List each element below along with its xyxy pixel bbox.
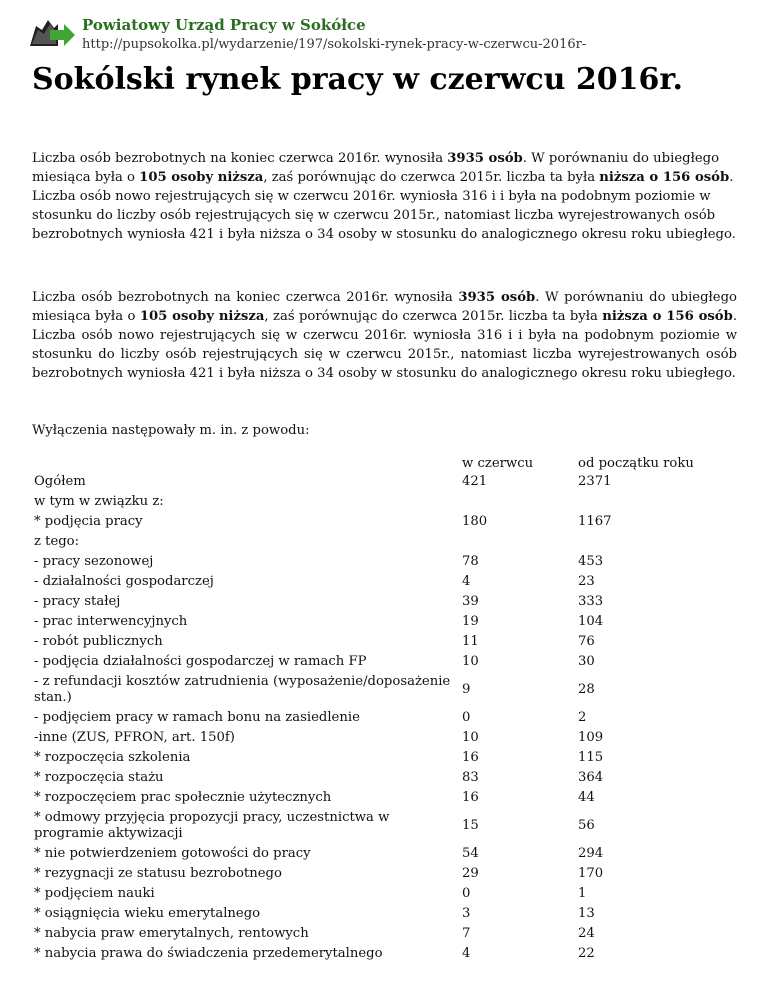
row-june-value: 7 [462, 926, 471, 941]
site-title[interactable]: Powiatowy Urząd Pracy w Sokółce [82, 16, 366, 34]
row-june-value: 180 [462, 514, 488, 529]
table-row [30, 612, 732, 632]
row-ytd-value: 364 [578, 770, 604, 785]
row-june-value: 10 [462, 730, 479, 745]
row-ytd-value: 76 [578, 634, 595, 649]
row-ytd-value [574, 492, 732, 512]
row-june-value: 0 [462, 710, 471, 725]
site-logo-icon [28, 16, 76, 48]
unemployed-count: 3935 osób [458, 290, 536, 305]
row-june-value: 4 [462, 574, 471, 589]
table-row [30, 652, 732, 672]
table-row [30, 944, 732, 964]
header-june: w czerwcu [462, 456, 534, 471]
row-ytd-value: 109 [578, 730, 604, 745]
row-june-value: 15 [462, 818, 479, 833]
table-row [30, 492, 732, 512]
article-paragraph-justified [32, 288, 737, 383]
row-ytd-value: 1167 [578, 514, 612, 529]
article-title: Sokólski rynek pracy w czerwcu 2016r. [32, 62, 683, 97]
paragraph-text: . Liczba osób nowo rejestrujących się w czerwcu 2016r. wyniosła 316 i i była na podobnym poziomie w stosunku do liczby osób rejestrujących się w czerwcu 2015r., natomiast liczba wyrejestrowanych osób bezrobotnych wyniosła 421 i była niższa o 34 osoby w stosunku do analogicznego okresu roku ubiegłego. [32, 309, 738, 381]
row-ytd-value: 23 [578, 574, 595, 589]
row-label: * nie potwierdzeniem gotowości do pracy [34, 846, 311, 861]
row-ytd-value: 2371 [578, 474, 612, 489]
row-june-value: 78 [462, 554, 479, 569]
table-row [30, 768, 732, 788]
article-paragraph [32, 149, 737, 244]
row-june-value: 39 [462, 594, 479, 609]
paragraph-text: . Liczba osób nowo rejestrujących się w czerwcu 2016r. wyniosła 316 i i była na podobnym poziomie w stosunku do liczby osób rejestrujących się w czerwcu 2015r., natomiast liczba wyrejestrowanych osób bezrobotnych wyniosła 421 i była niższa o 34 osoby w stosunku do analogicznego okresu roku ubiegłego. [32, 170, 736, 242]
yearly-change: niższa o 156 osób [599, 170, 730, 185]
table-row [30, 808, 732, 844]
table-row [30, 864, 732, 884]
table-row [30, 884, 732, 904]
row-june-value: 11 [462, 634, 479, 649]
header-ytd: od początku roku [578, 456, 694, 471]
row-ytd-value: 24 [578, 926, 595, 941]
row-june-value: 10 [462, 654, 479, 669]
row-label: - pracy stałej [34, 594, 121, 609]
row-label: -inne (ZUS, PFRON, art. 150f) [34, 730, 235, 745]
row-june-value [458, 492, 574, 512]
paragraph-text: Liczba osób bezrobotnych na koniec czerwca 2016r. wynosiła [32, 151, 448, 166]
row-june-value [458, 532, 574, 552]
table-row [30, 672, 732, 708]
row-ytd-value: 333 [578, 594, 604, 609]
row-june-value: 9 [462, 682, 471, 697]
row-label: * osiągnięcia wieku emerytalnego [34, 906, 261, 921]
row-label: * nabycia prawa do świadczenia przedemerytalnego [34, 946, 383, 961]
paragraph-text: . W porównaniu do ubiegłego miesiąca była o [32, 290, 737, 324]
paragraph-text: , zaś porównując do czerwca 2015r. liczba ta była [263, 170, 600, 185]
row-label: * nabycia praw emerytalnych, rentowych [34, 926, 309, 941]
row-june-value: 83 [462, 770, 479, 785]
monthly-change: 105 osoby niższa [139, 309, 265, 324]
page-header [28, 14, 748, 54]
row-june-value: 421 [462, 474, 488, 489]
row-june-value: 29 [462, 866, 479, 881]
yearly-change: niższa o 156 osób [602, 309, 733, 324]
row-june-value: 19 [462, 614, 479, 629]
table-row [30, 748, 732, 768]
table-row [30, 844, 732, 864]
row-ytd-value: 44 [578, 790, 595, 805]
row-june-value: 3 [462, 906, 471, 921]
table-header-row [30, 452, 732, 472]
row-ytd-value: 1 [578, 886, 587, 901]
deregistration-table [30, 452, 732, 964]
row-june-value: 16 [462, 790, 479, 805]
row-label: z tego: [34, 534, 80, 549]
row-label: * rozpoczęcia stażu [34, 770, 164, 785]
row-ytd-value: 13 [578, 906, 595, 921]
row-label: - pracy sezonowej [34, 554, 154, 569]
table-row [30, 728, 732, 748]
table-row [30, 708, 732, 728]
row-ytd-value: 453 [578, 554, 604, 569]
page-url: http://pupsokolka.pl/wydarzenie/197/sokolski-rynek-pracy-w-czerwcu-2016r- [82, 37, 587, 52]
table-row [30, 592, 732, 612]
table-row [30, 632, 732, 652]
row-ytd-value: 56 [578, 818, 595, 833]
row-label: w tym w związku z: [34, 494, 164, 509]
row-label: * podjęciem nauki [34, 886, 155, 901]
table-row [30, 924, 732, 944]
row-label: * podjęcia pracy [34, 514, 143, 529]
table-row [30, 788, 732, 808]
row-ytd-value: 2 [578, 710, 587, 725]
row-ytd-value: 104 [578, 614, 604, 629]
table-lead: Wyłączenia następowały m. in. z powodu: [32, 423, 310, 438]
table-row [30, 532, 732, 552]
paragraph-text: , zaś porównując do czerwca 2015r. liczba ta była [264, 309, 603, 324]
unemployed-count: 3935 osób [447, 151, 523, 166]
row-june-value: 54 [462, 846, 479, 861]
row-label: - z refundacji kosztów zatrudnienia (wyposażenie/doposażenie stan.) [34, 674, 451, 705]
row-june-value: 16 [462, 750, 479, 765]
row-label: - działalności gospodarczej [34, 574, 214, 589]
row-ytd-value: 115 [578, 750, 604, 765]
row-label: - podjęciem pracy w ramach bonu na zasiedlenie [34, 710, 360, 725]
row-ytd-value: 170 [578, 866, 604, 881]
row-june-value: 0 [462, 886, 471, 901]
row-label: - prac interwencyjnych [34, 614, 188, 629]
table-row [30, 512, 732, 532]
row-label: * rozpoczęciem prac społecznie użytecznych [34, 790, 332, 805]
table-row [30, 904, 732, 924]
row-label: * odmowy przyjęcia propozycji pracy, uczestnictwa w programie aktywizacji [34, 810, 390, 841]
row-label: - robót publicznych [34, 634, 163, 649]
row-ytd-value: 30 [578, 654, 595, 669]
row-ytd-value [574, 532, 732, 552]
paragraph-text: . W porównaniu do ubiegłego miesiąca była o [32, 151, 720, 185]
monthly-change: 105 osoby niższa [139, 170, 264, 185]
table-row [30, 472, 732, 492]
row-label: Ogółem [34, 474, 86, 489]
row-label: * rozpoczęcia szkolenia [34, 750, 191, 765]
row-label: - podjęcia działalności gospodarczej w ramach FP [34, 654, 367, 669]
table-row [30, 552, 732, 572]
row-ytd-value: 22 [578, 946, 595, 961]
row-june-value: 4 [462, 946, 471, 961]
row-ytd-value: 28 [578, 682, 595, 697]
paragraph-text: Liczba osób bezrobotnych na koniec czerwca 2016r. wynosiła [32, 290, 459, 305]
header-label-cell [30, 452, 458, 472]
row-label: * rezygnacji ze statusu bezrobotnego [34, 866, 282, 881]
row-ytd-value: 294 [578, 846, 604, 861]
table-row [30, 572, 732, 592]
